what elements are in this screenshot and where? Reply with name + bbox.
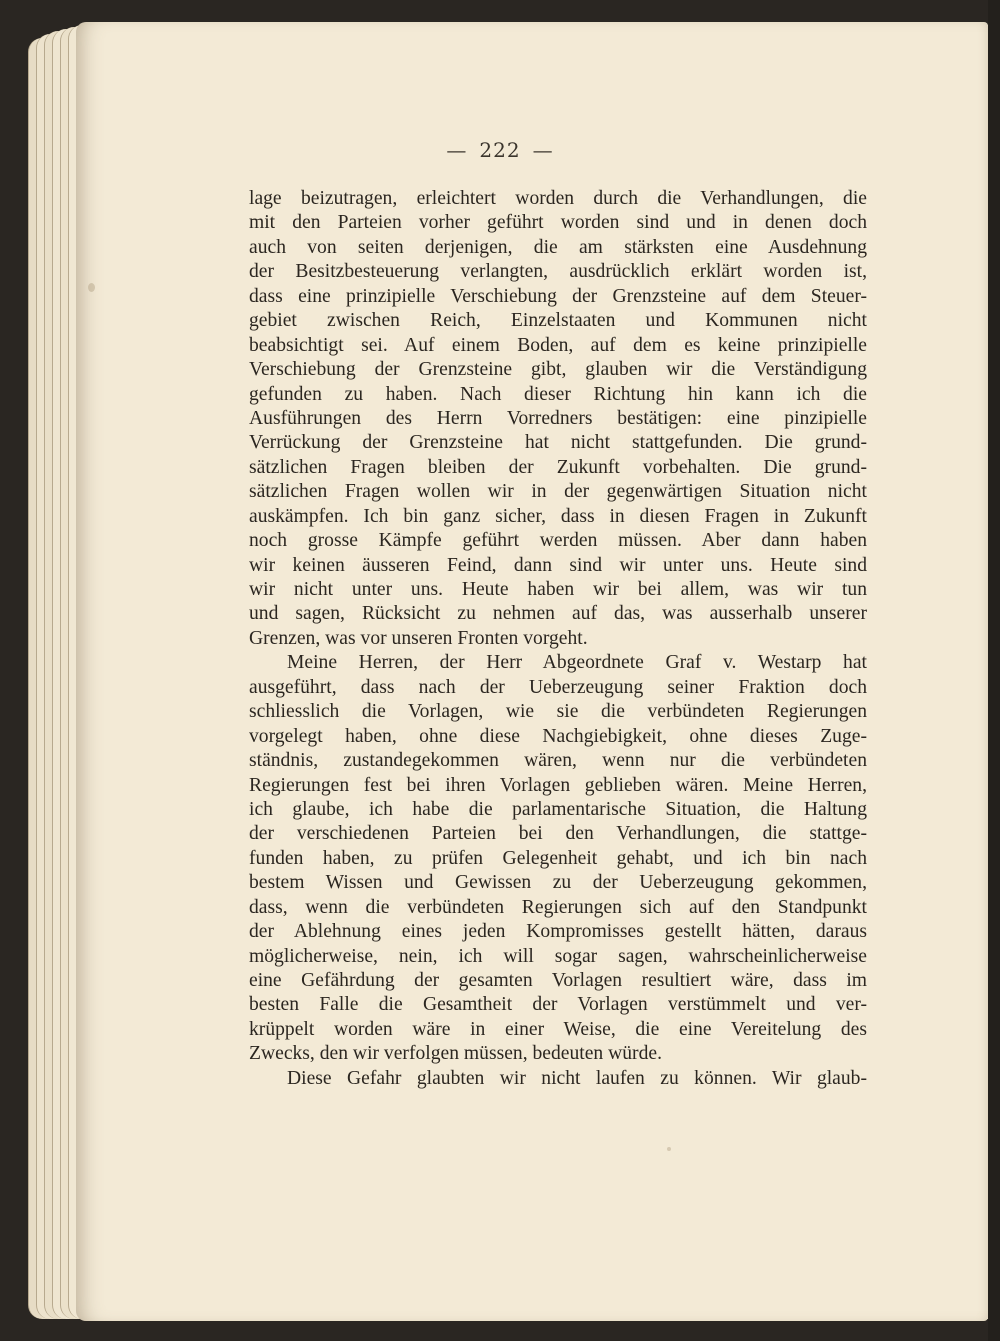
text-line: ständnis, zustandegekommen wären, wenn nur die verbündeten <box>249 750 867 772</box>
text-line: der Ablehnung eines jeden Kompromisses gestellt hätten, daraus <box>249 921 867 943</box>
page-number-value: 222 <box>479 138 521 162</box>
text-line: ich glaube, ich habe die parlamentarische Situation, die Haltung <box>249 798 867 820</box>
text-line: auch von seiten derjenigen, die am stärksten eine Ausdehnung <box>249 236 867 258</box>
text-line: Ausführungen des Herrn Vorredners bestätigen: eine pinzipielle <box>249 407 867 429</box>
text-line: eine Gefährdung der gesamten Vorlagen resultiert wäre, dass im <box>249 970 867 991</box>
text-line: mit den Parteien vorher geführt worden sind und in denen doch <box>249 212 867 234</box>
text-line: der Besitzbesteuerung verlangten, ausdrücklich erklärt worden ist, <box>249 261 867 283</box>
text-line: wir nicht unter uns. Heute haben wir bei allem, was wir tun <box>249 579 867 600</box>
text-line: Meine Herren, der Herr Abgeordnete Graf v. Westarp hat <box>287 652 867 674</box>
body-text <box>249 187 867 1091</box>
text-line: Zwecks, den wir verfolgen müssen, bedeuten würde. <box>249 1043 662 1065</box>
text-line: schliesslich die Vorlagen, wie sie die verbündeten Regierungen <box>249 701 867 723</box>
text-line: wir keinen äusseren Feind, dann sind wir unter uns. Heute sind <box>249 554 867 576</box>
text-line: bestem Wissen und Gewissen zu der Ueberzeugung gekommen, <box>249 872 867 894</box>
text-line: ausgeführt, dass nach der Ueberzeugung seiner Fraktion doch <box>249 676 867 698</box>
text-line: sätzlichen Fragen bleiben der Zukunft vorbehalten. Die grund- <box>249 456 867 478</box>
page-number-dash-left: — <box>446 138 468 162</box>
text-line: auskämpfen. Ich bin ganz sicher, dass in diesen Fragen in Zukunft <box>249 505 867 527</box>
text-line: lage beizutragen, erleichtert worden durch die Verhandlungen, die <box>249 188 867 209</box>
text-line: funden haben, zu prüfen Gelegenheit gehabt, und ich bin nach <box>249 847 867 869</box>
text-line: sätzlichen Fragen wollen wir in der gegenwärtigen Situation nicht <box>249 481 867 503</box>
text-line: und sagen, Rücksicht zu nehmen auf das, was ausserhalb unserer <box>249 603 867 625</box>
text-line: besten Falle die Gesamtheit der Vorlagen verstümmelt und ver- <box>249 994 867 1016</box>
text-line: dass, wenn die verbündeten Regierungen sich auf den Standpunkt <box>249 896 867 918</box>
text-line: dass eine prinzipielle Verschiebung der Grenzsteine auf dem Steuer- <box>249 285 867 307</box>
text-line: gefunden zu haben. Nach dieser Richtung hin kann ich die <box>249 383 867 405</box>
text-line: noch grosse Kämpfe geführt werden müssen. Aber dann haben <box>249 530 867 552</box>
paper-stain <box>667 1147 671 1151</box>
text-line: Regierungen fest bei ihren Vorlagen geblieben wären. Meine Herren, <box>249 774 867 796</box>
text-line: Grenzen, was vor unseren Fronten vorgeht. <box>249 627 588 649</box>
text-line: Diese Gefahr glaubten wir nicht laufen zu können. Wir glaub- <box>287 1067 867 1089</box>
text-line: Verschiebung der Grenzsteine gibt, glauben wir die Verständigung <box>249 359 867 381</box>
page-number-dash-right: — <box>532 138 554 162</box>
scan-border <box>988 0 1000 1341</box>
text-line: der verschiedenen Parteien bei den Verhandlungen, die stattge- <box>249 823 867 845</box>
text-line: vorgelegt haben, ohne diese Nachgiebigkeit, ohne dieses Zuge- <box>249 725 867 747</box>
paper-stain <box>88 283 95 292</box>
text-line: gebiet zwischen Reich, Einzelstaaten und Kommunen nicht <box>249 310 867 332</box>
text-line: beabsichtigt sei. Auf einem Boden, auf dem es keine prinzipielle <box>249 334 867 356</box>
text-line: krüppelt worden wäre in einer Weise, die eine Vereitelung des <box>249 1018 867 1040</box>
text-line: Verrückung der Grenzsteine hat nicht stattgefunden. Die grund- <box>249 432 867 454</box>
page-number <box>0 138 1000 162</box>
text-line: möglicherweise, nein, ich will sogar sagen, wahrscheinlicherweise <box>249 945 867 967</box>
